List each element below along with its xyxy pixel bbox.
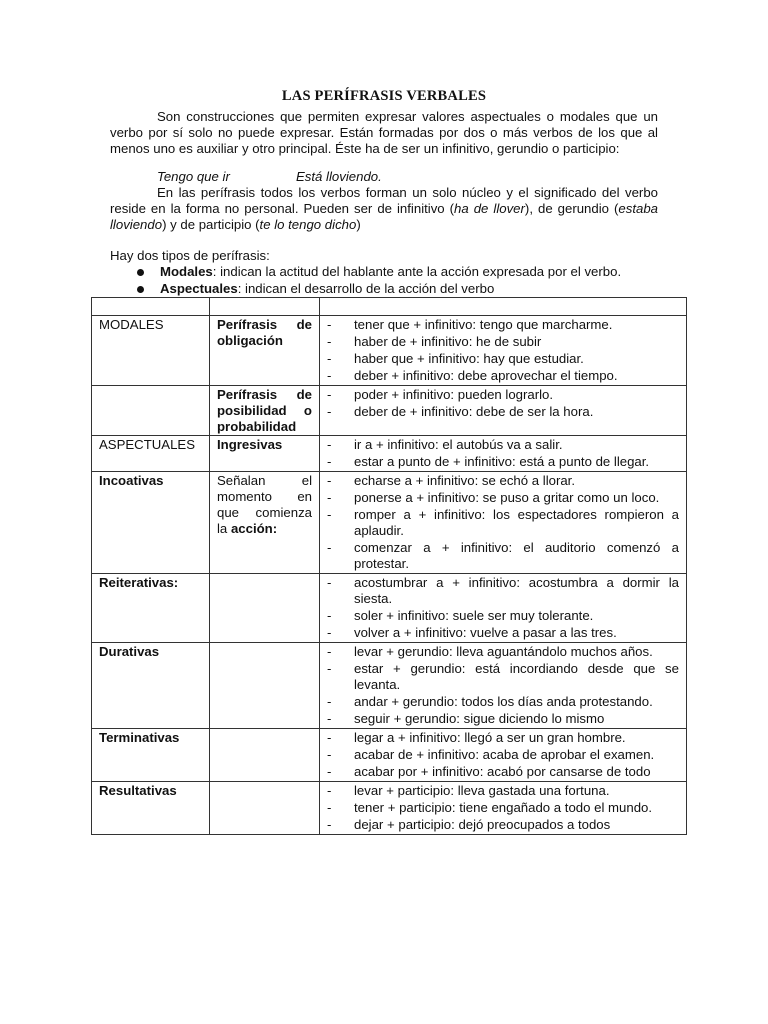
examples-reiterativas xyxy=(320,574,687,643)
list-item: - tener que + infinitivo: tengo que marcharme. xyxy=(354,317,679,333)
table-row-terminativas xyxy=(92,729,687,782)
example-2: Está lloviendo. xyxy=(296,169,382,184)
list-item: - acabar de + infinitivo: acaba de aprobar el examen. xyxy=(354,747,679,763)
list-item: - levar + gerundio: lleva aguantándolo muchos años. xyxy=(354,644,679,660)
list-item: - ir a + infinitivo: el autobús va a salir. xyxy=(354,437,679,453)
list-item: - levar + participio: lleva gastada una fortuna. xyxy=(354,783,679,799)
examples-terminativas xyxy=(320,729,687,782)
examples-line xyxy=(157,169,382,185)
intro-paragraph: Son construcciones que permiten expresar valores aspectuales o modales que un verbo por sí solo no puede expresar. Están formadas por dos o más verbos de los que al menos uno es auxiliar y otro principal. Éste ha de ser un infinitivo, gerundio o participio: xyxy=(110,109,658,156)
row-label-incoativas: Incoativas xyxy=(92,472,210,574)
list-item: - estar a punto de + infinitivo: está a punto de llegar. xyxy=(354,454,679,470)
bullet-dot-icon xyxy=(137,286,144,293)
list-item: - deber de + infinitivo: debe de ser la hora. xyxy=(354,404,679,420)
table-row-incoativas xyxy=(92,472,687,574)
examples-durativas xyxy=(320,643,687,729)
types-intro: Hay dos tipos de perífrasis: xyxy=(110,248,270,263)
list-item: - deber + infinitivo: debe aprovechar el tiempo. xyxy=(354,368,679,384)
examples-posibilidad xyxy=(320,386,687,436)
table-row-reiterativas xyxy=(92,574,687,643)
list-item: - poder + infinitivo: pueden lograrlo. xyxy=(354,387,679,403)
list-item: - seguir + gerundio: sigue diciendo lo mismo xyxy=(354,711,679,727)
bullet-dot-icon xyxy=(137,269,144,276)
examples-ingresivas xyxy=(320,436,687,472)
table-row-durativas xyxy=(92,643,687,729)
list-item: - acostumbrar a + infinitivo: acostumbra a dormir la siesta. xyxy=(354,575,679,607)
row-label-aspectuales: ASPECTUALES xyxy=(92,436,210,472)
row-label-modales: MODALES xyxy=(92,316,210,386)
list-item: - haber de + infinitivo: he de subir xyxy=(354,334,679,350)
list-item: - tener + participio: tiene engañado a todo el mundo. xyxy=(354,800,679,816)
list-item: - soler + infinitivo: suele ser muy tolerante. xyxy=(354,608,679,624)
row-label-resultativas: Resultativas xyxy=(92,782,210,835)
examples-obligacion xyxy=(320,316,687,386)
list-item: - dejar + participio: dejó preocupados a todos xyxy=(354,817,679,833)
list-item: - volver a + infinitivo: vuelve a pasar a las tres. xyxy=(354,625,679,641)
bullet-aspectuales: Aspectuales: indican el desarrollo de la acción del verbo xyxy=(110,281,670,298)
list-item: - andar + gerundio: todos los días anda protestando. xyxy=(354,694,679,710)
list-item: - echarse a + infinitivo: se echó a llorar. xyxy=(354,473,679,489)
row-label-reiterativas: Reiterativas: xyxy=(92,574,210,643)
list-item: - acabar por + infinitivo: acabó por cansarse de todo xyxy=(354,764,679,780)
list-item: - ponerse a + infinitivo: se puso a gritar como un loco. xyxy=(354,490,679,506)
page-title: LAS PERÍFRASIS VERBALES xyxy=(281,88,487,104)
incoativas-description: Señalan el momento en que comienza la acción: xyxy=(210,472,320,574)
row-label-durativas: Durativas xyxy=(92,643,210,729)
subtype-obligacion: Perífrasis de obligación xyxy=(210,316,320,386)
types-list xyxy=(110,264,670,298)
paragraph-2: En las perífrasis todos los verbos forman un solo núcleo y el significado del verbo reside en la forma no personal. Pueden ser de infinitivo (ha de llover), de gerundio (estaba lloviendo) y de participio (te lo tengo dicho) xyxy=(110,185,658,232)
table-row-obligacion xyxy=(92,316,687,386)
periphrasis-table xyxy=(91,297,687,835)
examples-incoativas xyxy=(320,472,687,574)
list-item: - comenzar a + infinitivo: el auditorio comenzó a protestar. xyxy=(354,540,679,572)
list-item: - haber que + infinitivo: hay que estudiar. xyxy=(354,351,679,367)
subtype-posibilidad: Perífrasis de posibilidad o probabilidad xyxy=(210,386,320,436)
list-item: - legar a + infinitivo: llegó a ser un gran hombre. xyxy=(354,730,679,746)
example-1: Tengo que ir xyxy=(157,169,230,184)
bullet-modales: Modales: indican la actitud del hablante ante la acción expresada por el verbo. xyxy=(110,264,670,281)
list-item: - romper a + infinitivo: los espectadores rompieron a aplaudir. xyxy=(354,507,679,539)
table-row-posibilidad xyxy=(92,386,687,436)
subtype-ingresivas: Ingresivas xyxy=(210,436,320,472)
examples-resultativas xyxy=(320,782,687,835)
list-item: - estar + gerundio: está incordiando desde que se levanta. xyxy=(354,661,679,693)
table-header-row xyxy=(92,298,687,316)
row-label-terminativas: Terminativas xyxy=(92,729,210,782)
table-row-ingresivas xyxy=(92,436,687,472)
table-row-resultativas xyxy=(92,782,687,835)
